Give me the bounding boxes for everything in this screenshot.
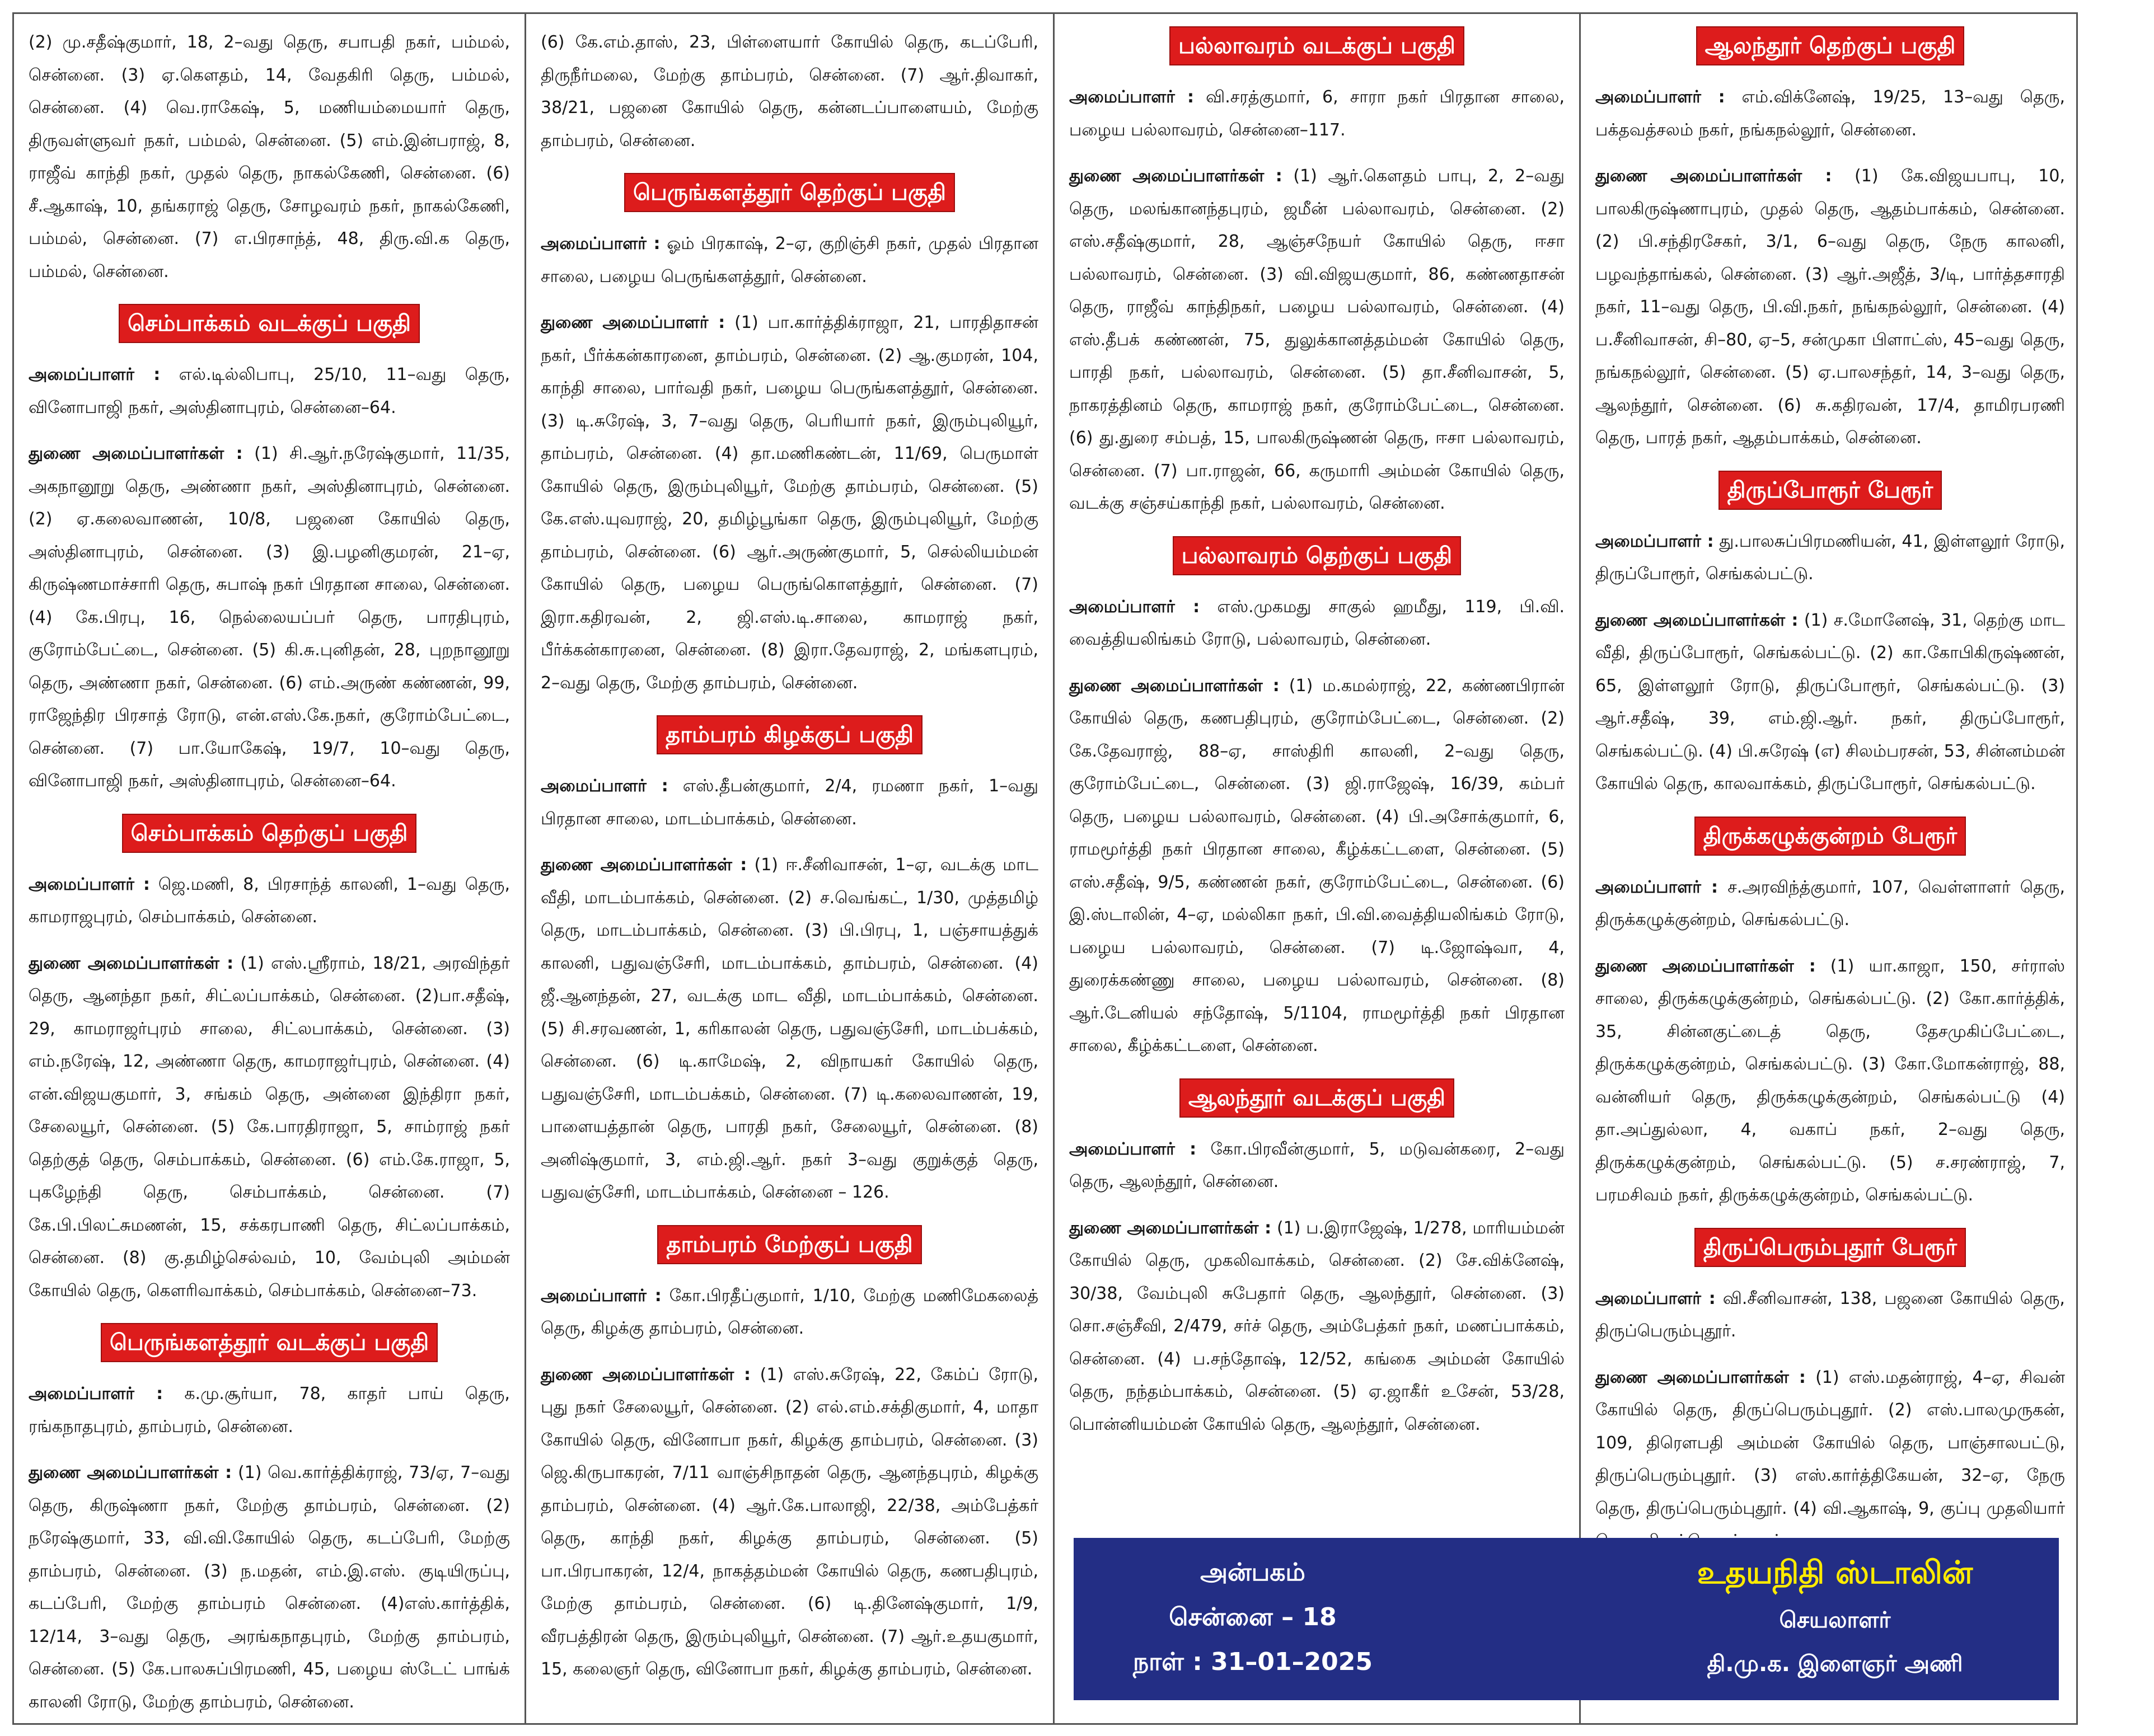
role-label: அமைப்பாளர் : xyxy=(1595,531,1714,551)
role-label: துணை அமைப்பாளர்கள் : xyxy=(541,1364,751,1385)
role-label: துணை அமைப்பாளர்கள் : xyxy=(1595,1367,1806,1387)
role-label: அமைப்பாளர் : xyxy=(1069,1139,1197,1159)
office-name: அன்பகம் xyxy=(1200,1558,1305,1587)
entry-text: கோ.பிரவீன்குமார், 5, மடுவன்கரை, 2–வது தெரு, ஆலந்தூர், சென்னை. xyxy=(1069,1139,1565,1191)
entry-text: எல்.டில்லிபாபு, 25/10, 11–வது தெரு, வினோபாஜி நகர், அஸ்தினாபுரம், சென்னை–64. xyxy=(29,365,510,417)
role-label: துணை அமைப்பாளர்கள் : xyxy=(1069,675,1280,696)
section-heading xyxy=(1595,817,2065,856)
office-bearer-entry xyxy=(1595,950,2065,1212)
office-bearer-entry xyxy=(1069,160,1565,520)
issuer-box xyxy=(1074,1538,2059,1700)
section-title: ஆலந்தூர் வடக்குப் பகுதி xyxy=(1179,1078,1454,1118)
role-label: அமைப்பாளர் : xyxy=(1595,877,1718,897)
office-bearer-entry xyxy=(541,228,1038,293)
entry-text: (1) யா.காஜா, 150, சர்ராஸ் சாலை, திருக்கழுக்குன்றம், செங்கல்பட்டு. (2) கோ.கார்த்திக், 35, சின்னகுட்டைத் தெரு, தேசமுகிப்பேட்டை, திருக்கழுக்குன்றம், செங்கல்பட்டு. (3) கோ.மோகன்ராஜ், 88, வன்னியர் தெரு, திருக்கழுக்குன்றம், செங்கல்பட்டு (4) தா.அப்துல்லா, 4, வகாப் நகர், 2–வது தெரு, திருக்கழுக்குன்றம், செங்கல்பட்டு. (5) ச.சரண்ராஜ், 7, பரமசிவம் நகர், திருக்கழுக்குன்றம், செங்கல்பட்டு. xyxy=(1595,956,2065,1205)
role-label: துணை அமைப்பாளர்கள் : xyxy=(1595,956,1816,976)
column-3 xyxy=(1055,14,1581,1723)
office-bearer-entry xyxy=(541,770,1038,836)
entry-text: (1) சி.ஆர்.நரேஷ்குமார், 11/35, அகநானூறு தெரு, அண்ணா நகர், அஸ்தினாபுரம், சென்னை. (2) ஏ.கலைவாணன், 10/8, பஜனை கோயில் தெரு, அஸ்தினாபுரம், சென்னை. (3) இ.பழனிகுமரன், 21–ஏ, கிருஷ்ணமாச்சாரி தெரு, சுபாஷ் நகர் பிரதான சாலை, சென்னை. (4) கே.பிரபு, 16, நெல்லையப்பர் தெரு, பாரதிபுரம், குரோம்பேட்டை, சென்னை. (5) கி.சு.புனிதன், 28, புறநானூறு தெரு, அண்ணா நகர், சென்னை. (6) எம்.அருண் கண்ணன், 99, ராஜேந்திர பிரசாத் ரோடு, என்.எஸ்.கே.நகர், குரோம்பேட்டை, சென்னை. (7) பா.யோகேஷ், 19/7, 10–வது தெரு, வினோபாஜி நகர், அஸ்தினாபுரம், சென்னை–64. xyxy=(29,444,510,791)
entry-text: (1) ஆர்.கௌதம் பாபு, 2, 2–வது தெரு, மலங்கானந்தபுரம், ஜமீன் பல்லாவரம், சென்னை. (2) எஸ்.சதீஷ்குமார், 28, ஆஞ்சநேயர் கோயில் தெரு, ஈசா பல்லாவரம், சென்னை. (3) வி.விஜயகுமார், 86, கண்ணதாசன் தெரு, ராஜீவ் காந்திநகர், பழைய பல்லாவரம், சென்னை. (4) எஸ்.தீபக் கண்ணன், 75, துலுக்கானத்தம்மன் கோயில் தெரு, பாரதி நகர், பல்லாவரம், சென்னை. (5) தா.சீனிவாசன், 5, நாகரத்தினம் தெரு, காமராஜ் நகர், குரோம்பேட்டை, சென்னை. (6) து.துரை சம்பத், 15, பாலகிருஷ்ணன் தெரு, ஈசா பல்லாவரம், சென்னை. (7) பா.ராஜன், 66, கருமாரி அம்மன் கோயில் தெரு, வடக்கு சஞ்சய்காந்தி நகர், பல்லாவரம், சென்னை. xyxy=(1069,166,1565,513)
entry-text: (1) எஸ்.சுரேஷ், 22, கேம்ப் ரோடு, புது நகர் சேலையூர், சென்னை. (2) எல்.எம்.சக்திகுமார், 4, மாதா கோயில் தெரு, வினோபா நகர், கிழக்கு தாம்பரம், சென்னை. (3) ஜெ.கிருபாகரன், 7/11 வாஞ்சிநாதன் தெரு, ஆனந்தபுரம், கிழக்கு தாம்பரம், சென்னை. (4) ஆர்.கே.பாலாஜி, 22/38, அம்பேத்கர் தெரு, காந்தி நகர், கிழக்கு தாம்பரம், சென்னை. (5) பா.பிரபாகரன், 12/4, நாகத்தம்மன் கோயில் தெரு, கணபதிபுரம், மேற்கு தாம்பரம், சென்னை. (6) டி.தினேஷ்குமார், 1/9, வீரபத்திரன் தெரு, இரும்புலியூர், சென்னை. (7) ஆர்.உதயகுமார், 15, கலைஞர் தெரு, வினோபா நகர், கிழக்கு தாம்பரம், சென்னை. xyxy=(541,1364,1038,1679)
section-title: பல்லாவரம் தெற்குப் பகுதி xyxy=(1173,536,1461,575)
role-label: அமைப்பாளர் : xyxy=(29,365,161,384)
role-label: அமைப்பாளர் : xyxy=(1595,1288,1716,1308)
office-bearer-entry xyxy=(29,869,510,934)
column-4 xyxy=(1581,14,2080,1723)
office-bearer-entry xyxy=(1595,1283,2065,1348)
section-heading xyxy=(1069,1078,1565,1118)
entry-text: ஓம் பிரகாஷ், 2–ஏ, குறிஞ்சி நகர், முதல் பிரதான சாலை, பழைய பெருங்களத்தூர், சென்னை. xyxy=(541,234,1038,287)
issuer-designation: செயலாளர் xyxy=(1779,1607,1891,1633)
entry-text: வி.சரத்குமார், 6, சாரா நகர் பிரதான சாலை, பழைய பல்லாவரம், சென்னை–117. xyxy=(1069,87,1565,140)
entry-text: எஸ்.முகமது சாகுல் ஹமீது, 119, பி.வி. வைத்தியலிங்கம் ரோடு, பல்லாவரம், சென்னை. xyxy=(1069,597,1565,649)
section-heading xyxy=(541,715,1038,754)
entry-text: து.பாலசுப்பிரமணியன், 41, இள்ளலூர் ரோடு, திருப்போரூர், செங்கல்பட்டு. xyxy=(1595,531,2065,584)
entry-text: (1) கே.விஜயபாபு, 10, பாலகிருஷ்ணாபுரம், முதல் தெரு, ஆதம்பாக்கம், சென்னை. (2) பி.சந்திரசேகர், 3/1, 6–வது தெரு, நேரு காலனி, பழவந்தாங்கல், சென்னை. (3) ஆர்.அஜீத், 3/டி, பார்த்தசாரதி நகர், 11–வது தெரு, பி.வி.நகர், நங்கநல்லூர், சென்னை. (4) ப.சீனிவாசன், சி–80, ஏ–5, சன்முகா பிளாட்ஸ், 45–வது தெரு, நங்கநல்லூர், சென்னை. (5) ஏ.பாலசந்தர், 14, 3–வது தெரு, ஆலந்தூர், சென்னை. (6) சு.கதிரவன், 17/4, தாமிரபரணி தெரு, பாரத் நகர், ஆதம்பாக்கம், சென்னை. xyxy=(1595,166,2065,448)
role-label: அமைப்பாளர் : xyxy=(29,1384,163,1404)
entry-text: க.மு.சூர்யா, 78, காதர் பாய் தெரு, ரங்கநாதபுரம், தாம்பரம், சென்னை. xyxy=(29,1384,510,1437)
section-heading xyxy=(541,173,1038,212)
section-title: செம்பாக்கம் வடக்குப் பகுதி xyxy=(119,304,420,343)
section-title: திருப்போரூர் பேரூர் xyxy=(1718,471,1942,510)
office-bearer-entry xyxy=(541,307,1038,700)
section-heading xyxy=(29,1323,510,1362)
office-bearer-entry xyxy=(29,1457,510,1719)
issuer-name: உதயநிதி ஸ்டாலின் xyxy=(1697,1555,1973,1591)
entry-text: (1) எஸ்.மதன்ராஜ், 4–ஏ, சிவன் கோயில் தெரு, திருப்பெரும்புதூர். (2) எஸ்.பாலமுருகன், 109, திரௌபதி அம்மன் கோயில் தெரு, பாஞ்சாலபட்டு, திருப்பெரும்புதூர். (3) எஸ்.கார்த்திகேயன், 32–ஏ, நேரு தெரு, திருப்பெரும்புதூர். (4) வி.ஆகாஷ், 9, குப்பு முதலியார் xyxy=(1595,1367,2065,1518)
section-title: திருப்பெரும்புதூர் பேரூர் xyxy=(1694,1228,1966,1267)
entry-text: கோ.பிரதீப்குமார், 1/10, மேற்கு மணிமேகலைத் தெரு, கிழக்கு தாம்பரம், சென்னை. xyxy=(541,1285,1038,1338)
office-bearer-entry xyxy=(541,1359,1038,1686)
section-heading xyxy=(29,814,510,853)
office-bearer-entry xyxy=(1595,526,2065,591)
role-label: துணை அமைப்பாளர்கள் : xyxy=(1595,166,1832,186)
office-bearer-entry xyxy=(541,849,1038,1209)
section-title: தாம்பரம் கிழக்குப் பகுதி xyxy=(657,715,923,754)
role-label: அமைப்பாளர் : xyxy=(541,776,668,796)
entry-text: (1) எஸ்.ஸ்ரீராம், 18/21, அரவிந்தர் தெரு, ஆனந்தா நகர், சிட்லப்பாக்கம், சென்னை. (2)பா.சதீஷ், 29, காமராஜர்புரம் சாலை, சிட்லபாக்கம், சென்னை. (3) எம்.நரேஷ், 12, அண்ணா தெரு, காமராஜர்புரம், சென்னை. (4) என்.விஜயகுமார், 3, சங்கம் தெரு, அன்னை இந்திரா நகர், சேலையூர், சென்னை. (5) கே.பாரதிராஜா, 5, சாம்ராஜ் நகர் தெற்குத் தெரு, செம்பாக்கம், சென்னை. (6) எம்.கே.ராஜா, 5, புகழேந்தி தெரு, செம்பாக்கம், சென்னை. (7) கே.பி.பிலட்சுமணன், 15, சக்கரபாணி தெரு, சிட்லப்பாக்கம், சென்னை. (8) கு.தமிழ்செல்வம், 10, வேம்புலி அம்மன் கோயில் தெரு, கௌரிவாக்கம், செம்பாக்கம், சென்னை–73. xyxy=(29,953,510,1301)
column-1 xyxy=(14,14,526,1723)
role-label: அமைப்பாளர் : xyxy=(1595,87,1725,107)
section-title: பல்லாவரம் வடக்குப் பகுதி xyxy=(1169,26,1464,65)
section-title: பெருங்களத்தூர் வடக்குப் பகுதி xyxy=(101,1323,438,1362)
section-title: திருக்கழுக்குன்றம் பேரூர் xyxy=(1694,817,1966,856)
office-bearer-entry xyxy=(1069,81,1565,147)
entry-text: ஜெ.மணி, 8, பிரசாந்த் காலனி, 1–வது தெரு, காமராஜபுரம், செம்பாக்கம், சென்னை. xyxy=(29,874,510,927)
section-heading xyxy=(1069,26,1565,65)
office-bearer-entry xyxy=(541,1280,1038,1345)
role-label: துணை அமைப்பாளர்கள் : xyxy=(29,953,234,973)
issuer-place-date xyxy=(1096,1550,1410,1685)
entry-text: (6) கே.எம்.தாஸ், 23, பிள்ளையார் கோயில் தெரு, கடப்பேரி, திருநீர்மலை, மேற்கு தாம்பரம், சென்னை. (7) ஆர்.திவாகர், 38/21, பஜனை கோயில் தெரு, கன்னடப்பாளையம், மேற்கு தாம்பரம், சென்னை. xyxy=(541,32,1038,151)
office-bearer-entry xyxy=(29,1378,510,1443)
role-label: அமைப்பாளர் : xyxy=(1069,87,1194,107)
entry-text: (2) மு.சதீஷ்குமார், 18, 2–வது தெரு, சபாபதி நகர், பம்மல், சென்னை. (3) ஏ.கௌதம், 14, வேதகிரி தெரு, பம்மல், சென்னை. (4) வெ.ராகேஷ், 5, மணியம்மையார் தெரு, திருவள்ளுவர் நகர், பம்மல், சென்னை. (5) எம்.இன்பராஜ், 8, ராஜீவ் காந்தி நகர், முதல் தெரு, நாகல்கேணி, சென்னை. (6) சீ.ஆகாஷ், 10, தங்கராஜ் தெரு, சோழவரம் நகர், நாகல்கேணி, பம்மல், சென்னை. (7) எ.பிரசாந்த், 48, திரு.வி.க தெரு, பம்மல், சென்னை. xyxy=(29,32,510,281)
role-label: துணை அமைப்பாளர்கள் : xyxy=(29,444,243,463)
role-label: துணை அமைப்பாளர்கள் : xyxy=(541,855,747,875)
role-label: அமைப்பாளர் : xyxy=(29,874,150,894)
section-heading xyxy=(1595,1228,2065,1267)
office-bearer-entry xyxy=(29,359,510,424)
role-label: துணை அமைப்பாளர்கள் : xyxy=(1069,166,1282,186)
section-heading xyxy=(1595,471,2065,510)
office-bearer-entry xyxy=(29,438,510,798)
office-bearer-entry xyxy=(1595,1362,2065,1558)
section-heading xyxy=(541,1225,1038,1264)
office-bearer-entry xyxy=(1595,604,2065,801)
office-bearer-entry xyxy=(1069,670,1565,1063)
section-heading xyxy=(1069,536,1565,575)
continued-entry xyxy=(541,26,1038,157)
role-label: துணை அமைப்பாளர்கள் : xyxy=(1595,610,1799,630)
office-bearer-entry xyxy=(29,947,510,1308)
role-label: அமைப்பாளர் : xyxy=(541,1285,662,1306)
entry-text: (1) ப.இராஜேஷ், 1/278, மாரியம்மன் கோயில் தெரு, முகலிவாக்கம், சென்னை. (2) சே.விக்னேஷ், 30/38, வேம்புலி சுபேதார் தெரு, ஆலந்தூர், சென்னை. (3) சொ.சஞ்சீவி, 2/479, சர்ச் தெரு, அம்பேத்கர் நகர், மணப்பாக்கம், சென்னை. (4) ப.சந்தோஷ், 12/52, கங்கை அம்மன் கோயில் தெரு, நந்தம்பாக்கம், சென்னை. (5) ஏ.ஜாகீர் உசேன், 53/28, பொன்னியம்மன் கோயில் தெரு, ஆலந்தூர், சென்னை. xyxy=(1069,1218,1565,1434)
role-label: அமைப்பாளர் : xyxy=(1069,597,1200,617)
section-title: ஆலந்தூர் தெற்குப் பகுதி xyxy=(1696,26,1965,65)
section-heading xyxy=(1595,26,2065,65)
entry-text: (1) ச.மோனேஷ், 31, தெற்கு மாட வீதி, திருப்போரூர், செங்கல்பட்டு. (2) கா.கோபிகிருஷ்ணன், 65, இள்ளலூர் ரோடு, திருப்போரூர், செங்கல்பட்டு. (3) ஆர்.சதீஷ், 39, எம்.ஜி.ஆர். நகர், திருப்போரூர், செங்கல்பட்டு. (4) பி.சுரேஷ் (எ) சிலம்பரசன், 53, சின்னம்மன் கோயில் தெரு, காலவாக்கம், திருப்போரூர், செங்கல்பட்டு. xyxy=(1595,610,2065,794)
section-title: பெருங்களத்தூர் தெற்குப் பகுதி xyxy=(624,173,955,212)
office-city: சென்னை – 18 xyxy=(1169,1603,1337,1631)
entry-text: (1) பா.கார்த்திக்ராஜா, 21, பாரதிதாசன் நகர், பீர்க்கன்காரனை, தாம்பரம், சென்னை. (2) ஆ.குமரன், 104, காந்தி சாலை, பார்வதி நகர், பழைய பெருங்களத்தூர், சென்னை. (3) டி.சுரேஷ், 3, 7–வது தெரு, பெரியார் நகர், இரும்புலியூர், தாம்பரம், சென்னை. (4) தா.மணிகண்டன், 11/69, பெருமாள் கோயில் தெரு, இரும்புலியூர், மேற்கு தாம்பரம், சென்னை. (5) கே.எஸ்.யுவராஜ், 20, தமிழ்பூங்கா தெரு, இரும்புலியூர், மேற்கு தாம்பரம், சென்னை. (6) ஆர்.அருண்குமார், 5, செல்லியம்மன் கோயில் தெரு, பழைய பெருங்கொளத்தூர், சென்னை. (7) இரா.கதிரவன், 2, ஜி.எஸ்.டி.சாலை, காமராஜ் நகர், பீர்க்கன்காரனை, சென்னை. (8) இரா.தேவராஜ், 2, மங்களபுரம், 2–வது தெரு, மேற்கு தாம்பரம், சென்னை. xyxy=(541,313,1038,693)
office-bearer-entry xyxy=(1595,81,2065,147)
entry-text: வி.சீனிவாசன், 138, பஜனை கோயில் தெரு, திருப்பெரும்புதூர். xyxy=(1595,1288,2065,1341)
office-bearer-entry xyxy=(1069,591,1565,656)
office-bearer-entry xyxy=(1069,1133,1565,1199)
section-title: செம்பாக்கம் தெற்குப் பகுதி xyxy=(122,814,417,853)
role-label: துணை அமைப்பாளர்கள் : xyxy=(1069,1218,1272,1238)
office-bearer-entry xyxy=(1595,871,2065,937)
office-bearer-entry xyxy=(1595,160,2065,455)
issue-date: நாள் : 31–01–2025 xyxy=(1132,1648,1373,1676)
section-heading xyxy=(29,304,510,343)
entry-text: ச.அரவிந்த்குமார், 107, வெள்ளாளர் தெரு, திருக்கழுக்குன்றம், செங்கல்பட்டு. xyxy=(1595,877,2065,930)
column-2 xyxy=(526,14,1055,1723)
role-label: துணை அமைப்பாளர்கள் : xyxy=(29,1463,232,1482)
entry-text: (1) வெ.கார்த்திக்ராஜ், 73/ஏ, 7–வது தெரு, கிருஷ்ணா நகர், மேற்கு தாம்பரம், சென்னை. (2) நரேஷ்குமார், 33, வி.வி.கோயில் தெரு, கடப்பேரி, மேற்கு தாம்பரம், சென்னை. (3) ந.மதன், எம்.இ.எஸ். குடியிருப்பு, கடப்பேரி, மேற்கு தாம்பரம் சென்னை. (4)எஸ்.கார்த்திக், 12/14, 3–வது தெரு, அரங்கநாதபுரம், மேற்கு தாம்பரம், சென்னை. (5) கே.பாலசுப்பிரமணி, 45, பழைய ஸ்டேட் பாங்க் காலனி ரோடு, மேற்கு தாம்பரம், சென்னை. xyxy=(29,1463,510,1712)
role-label: அமைப்பாளர் : xyxy=(541,234,661,254)
entry-text: எம்.விக்னேஷ், 19/25, 13–வது தெரு, பக்தவத்சலம் நகர், நங்கநல்லூர், சென்னை. xyxy=(1595,87,2065,140)
entry-text: (1) ஈ.சீனிவாசன், 1–ஏ, வடக்கு மாட வீதி, மாடம்பாக்கம், சென்னை. (2) ச.வெங்கட், 1/30, முத்தமிழ் தெரு, மாடம்பாக்கம், சென்னை. (3) பி.பிரபு, 1, பஞ்சாயத்துக் காலனி, பதுவஞ்சேரி, மாடம்பாக்கம், தாம்பரம், சென்னை. (4) ஜீ.ஆனந்தன், 27, வடக்கு மாட வீதி, மாடம்பாக்கம், சென்னை. (5) சி.சரவணன், 1, கரிகாலன் தெரு, பதுவஞ்சேரி, மாடம்பக்கம், சென்னை. (6) டி.காமேஷ், 2, விநாயகர் கோயில் தெரு, பதுவஞ்சேரி, மாடம்பக்கம், சென்னை. (7) டி.கலைவாணன், 19, பாளையத்தான் தெரு, பாரதி நகர், சேலையூர், சென்னை. (8) அனிஷ்குமார், 3, எம்.ஜி.ஆர். நகர் 3–வது குறுக்குத் தெரு, பதுவஞ்சேரி, மாடம்பாக்கம், சென்னை – 126. xyxy=(541,855,1038,1202)
issuer-organization: தி.மு.க. இளைஞர் அணி xyxy=(1707,1651,1963,1677)
entry-text: எஸ்.தீபன்குமார், 2/4, ரமணா நகர், 1–வது பிரதான சாலை, மாடம்பாக்கம், சென்னை. xyxy=(541,776,1038,829)
entry-text: (1) ம.கமல்ராஜ், 22, கண்ணபிரான் கோயில் தெரு, கணபதிபுரம், குரோம்பேட்டை, சென்னை. (2) கே.தேவராஜ், 88–ஏ, சாஸ்திரி காலனி, 2–வது தெரு, குரோம்பேட்டை, சென்னை. (3) ஜி.ராஜேஷ், 16/39, கம்பர் தெரு, பழைய பல்லாவரம், சென்னை. (4) பி.அசோக்குமார், 6, ராமமூர்த்தி நகர் பிரதான சாலை, கீழ்க்கட்டளை, சென்னை. (5) எஸ்.சதீஷ், 9/5, கண்ணன் நகர், குரோம்பேட்டை, சென்னை. (6) இ.ஸ்டாலின், 4–ஏ, மல்லிகா நகர், பி.வி.வைத்தியலிங்கம் ரோடு, பழைய பல்லாவரம், சென்னை. (7) டி.ஜோஷ்வா, 4, துரைக்கண்ணு சாலை, பழைய பல்லாவரம், சென்னை. (8) ஆர்.டேனியல் சந்தோஷ், 5/1104, ராமமூர்த்தி நகர் பிரதான சாலை, கீழ்க்கட்டளை, சென்னை. xyxy=(1069,675,1565,1055)
notice-sheet xyxy=(12,12,2078,1725)
continued-entry xyxy=(29,26,510,288)
issuer-signature xyxy=(1633,1548,2036,1686)
section-title: தாம்பரம் மேற்குப் பகுதி xyxy=(657,1225,921,1264)
role-label: துணை அமைப்பாளர் : xyxy=(541,313,725,332)
office-bearer-entry xyxy=(1069,1212,1565,1442)
